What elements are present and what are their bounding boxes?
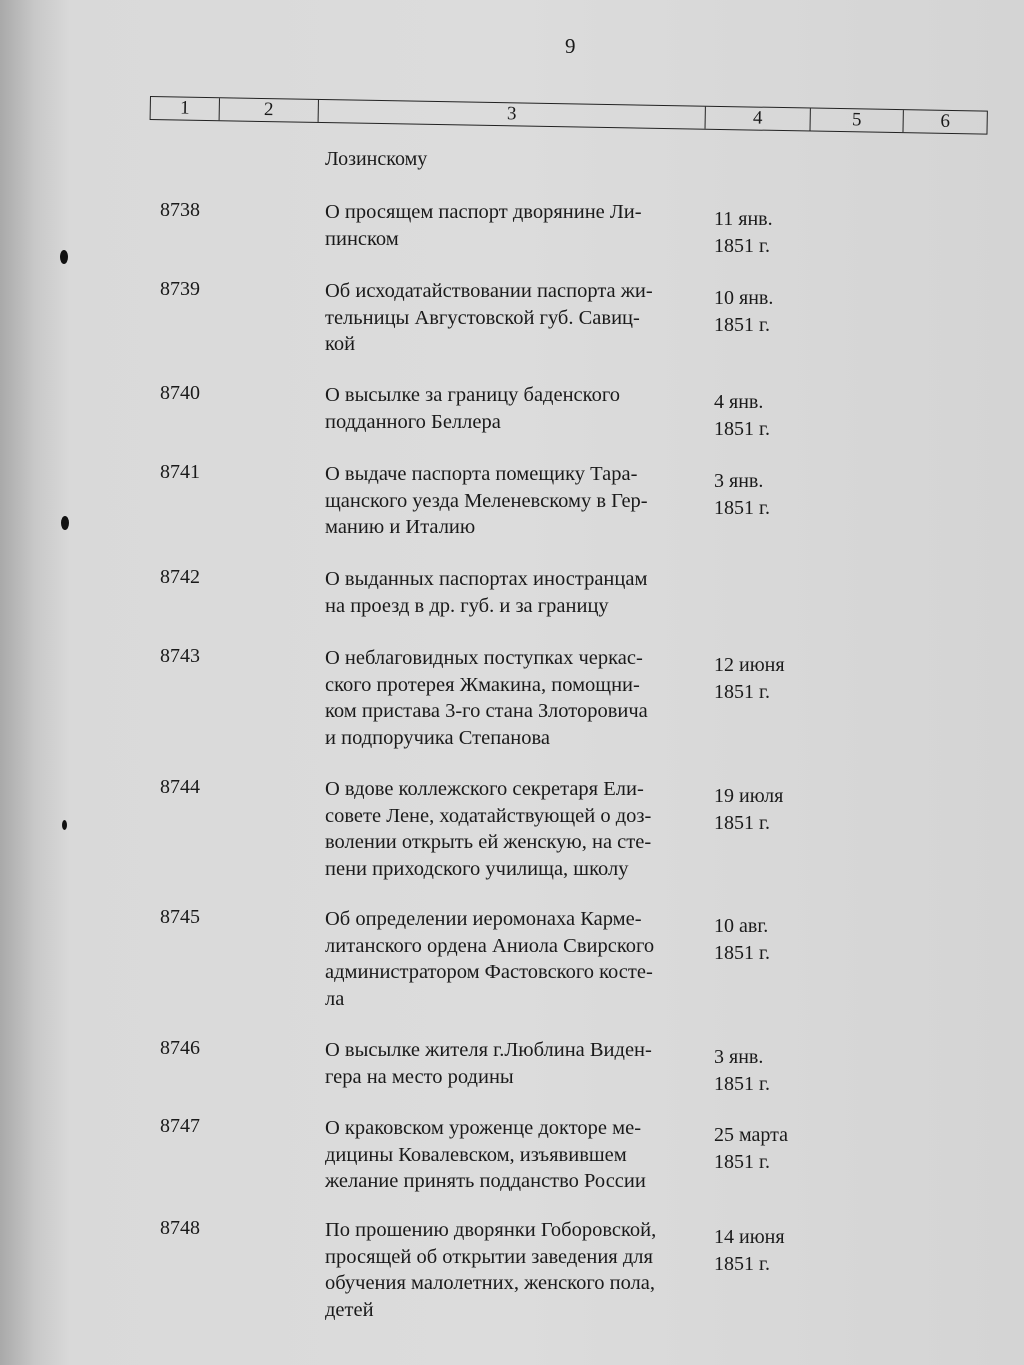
entry-title: О выданных паспортах иностранцам на проезд в др. губ. и за границу xyxy=(325,568,648,617)
page-number: 9 xyxy=(565,34,576,58)
entry-number: 8738 xyxy=(160,199,200,221)
entry-title: Об определении иеромонаха Карме- литанского ордена Аниола Свирского администратором Фастовского косте- ла xyxy=(325,908,655,1010)
binding-hole xyxy=(61,516,69,530)
entry-title: О неблаговидных поступках черкас- ского протерея Жмакина, помощни- ком пристава 3-го стана Злоторовича и подпоручика Степанова xyxy=(325,647,648,749)
entry-number: 8745 xyxy=(160,906,200,928)
entry-date: 10 янв. 1851 г. xyxy=(714,287,774,336)
entry-title: О выдаче паспорта помещику Тара- щанского уезда Меленевскому в Гер- манию и Италию xyxy=(325,463,648,538)
entry-number: 8741 xyxy=(160,461,200,483)
column-header-6: 6 xyxy=(940,110,951,132)
column-header-box xyxy=(150,96,988,135)
entry-title: О просящем паспорт дворянине Ли- пинском xyxy=(325,201,642,250)
column-header-1: 1 xyxy=(151,97,220,120)
entry-date: 3 янв. 1851 г. xyxy=(714,1046,770,1095)
entry-title: По прошению дворянки Гоборовской, просящей об открытии заведения для обучения малолетних, женского пола, детей xyxy=(325,1219,657,1321)
entry-date: 12 июня 1851 г. xyxy=(714,654,785,703)
entry-number: 8743 xyxy=(160,645,200,667)
entry-number: 8744 xyxy=(160,776,200,798)
entry-date: 14 июня 1851 г. xyxy=(714,1226,785,1275)
binding-hole xyxy=(62,820,67,830)
column-header-3: 3 xyxy=(319,100,706,129)
column-header-2: 2 xyxy=(220,98,319,122)
entry-date: 25 марта 1851 г. xyxy=(714,1124,788,1173)
entry-date: 4 янв. 1851 г. xyxy=(714,391,770,440)
entry-number: 8747 xyxy=(160,1115,200,1137)
entry-title: О краковском уроженце докторе ме- дицины Ковалевском, изъявившем желание принять подданство России xyxy=(325,1117,646,1192)
entry-number: 8748 xyxy=(160,1217,200,1239)
entry-date: 10 авг. 1851 г. xyxy=(714,915,770,964)
column-header-5: 5 xyxy=(810,109,903,133)
entry-date: 19 июля 1851 г. xyxy=(714,785,784,834)
entry-number: 8740 xyxy=(160,382,200,404)
column-header-4: 4 xyxy=(706,107,811,131)
entry-number: 8739 xyxy=(160,278,200,300)
entry-title: О вдове коллежского секретаря Ели- совете Лене, ходатайствующей о доз- волении открыть ей женскую, на сте- пени приходского училища, школу xyxy=(325,778,652,880)
continuation-text: Лозинскому xyxy=(325,148,428,170)
entry-title: О высылке жителя г.Люблина Виден- гера на место родины xyxy=(325,1039,652,1088)
column-header-row xyxy=(149,96,988,153)
entry-number: 8742 xyxy=(160,566,200,588)
entry-date: 11 янв. 1851 г. xyxy=(714,208,773,257)
entry-title: Об исходатайствовании паспорта жи- тельницы Августовской губ. Савиц- кой xyxy=(325,280,653,355)
entry-number: 8746 xyxy=(160,1037,200,1059)
entry-date: 3 янв. 1851 г. xyxy=(714,470,770,519)
binding-hole xyxy=(60,250,68,264)
entry-title: О высылке за границу баденского подданного Беллера xyxy=(325,384,620,433)
